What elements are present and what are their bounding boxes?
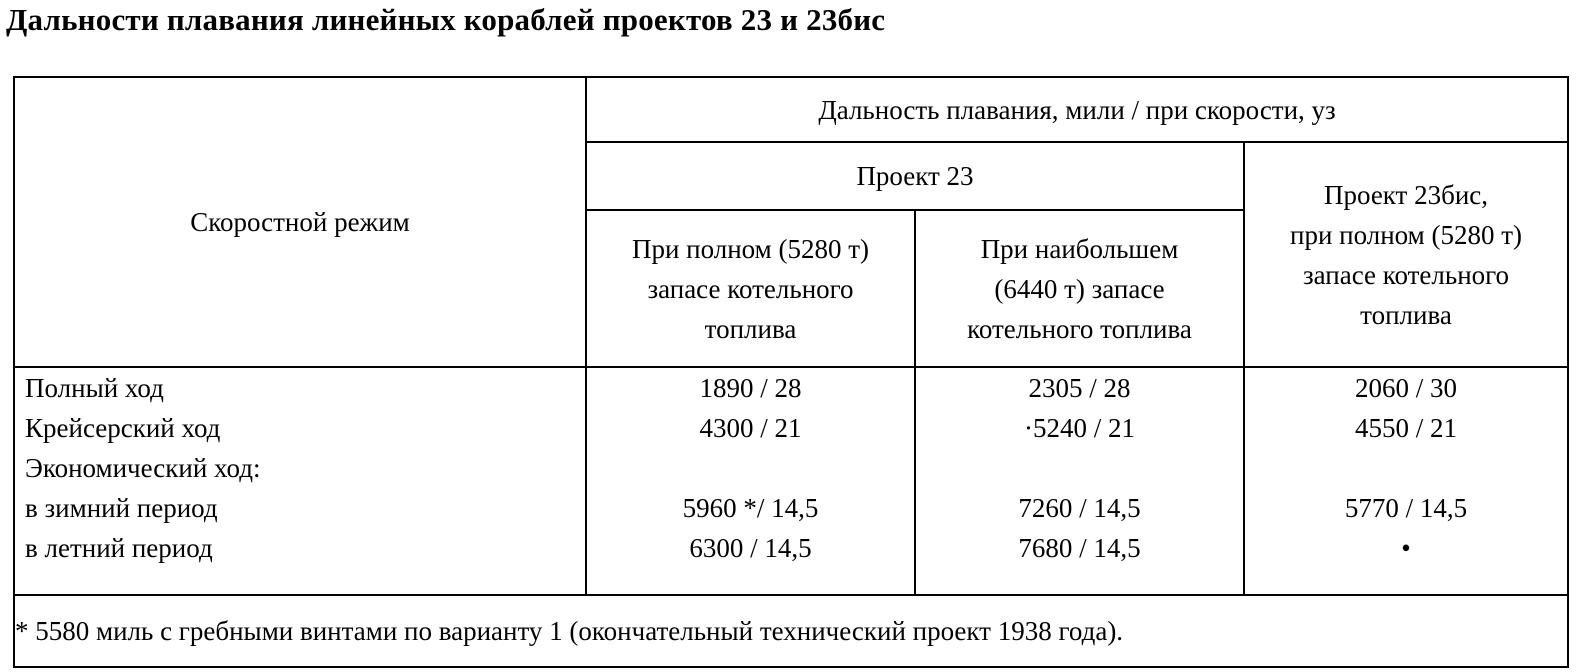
value-cell: 4300 / 21 (699, 413, 802, 443)
mode-label: в летний период (25, 533, 213, 563)
range-table (13, 76, 1569, 668)
mode-label: в зимний период (25, 493, 218, 523)
value-cell (1245, 448, 1567, 488)
mode-label: Экономический ход: (25, 453, 261, 483)
value-cell: ·5240 / 21 (1024, 413, 1135, 443)
value-cell: 5770 / 14,5 (1344, 493, 1468, 523)
header-text-line: топлива (1360, 299, 1452, 330)
mode-label: Крейсерский ход (25, 413, 221, 443)
value-cell: 4550 / 21 (1355, 413, 1458, 443)
value-cell: 7260 / 14,5 (1018, 493, 1141, 523)
value-cell: 5960 */ 14,5 (682, 493, 819, 523)
header-text-line: запасе котельного (647, 273, 854, 304)
header-range: Дальность плавания, мили / при скорости, уз (586, 77, 1568, 142)
header-text-line: при полном (5280 т) (1290, 219, 1523, 250)
header-text-line: запасе котельного (1302, 259, 1510, 290)
table-footnote: * 5580 миль с гребными винтами по варианту 1 (окончательный технический проект 1938 года). (14, 595, 1568, 667)
value-cell (916, 448, 1243, 488)
value-cell (587, 448, 914, 488)
mode-label: Полный ход (25, 373, 164, 403)
header-project-23: Проект 23 (586, 142, 1244, 210)
p23-max-fuel-column (915, 367, 1244, 595)
header-text-line: При наибольшем (980, 233, 1179, 264)
value-cell: 2060 / 30 (1355, 373, 1458, 403)
value-cell: 7680 / 14,5 (1018, 533, 1141, 563)
page-title: Дальности плавания линейных кораблей проектов 23 и 23бис (6, 2, 886, 37)
value-cell: • (1401, 533, 1411, 563)
p23-full-fuel-column (586, 367, 915, 595)
header-text-line: топлива (704, 313, 797, 344)
value-cell: 6300 / 14,5 (689, 533, 812, 563)
header-text-line: При полном (5280 т) (631, 233, 870, 264)
header-p23-full-fuel (586, 210, 915, 367)
value-cell: 1890 / 28 (699, 373, 802, 403)
value-cell: 2305 / 28 (1028, 373, 1131, 403)
speed-mode-column (14, 367, 586, 595)
header-text-line: котельного топлива (967, 313, 1192, 344)
header-speed-mode: Скоростной режим (14, 77, 586, 367)
header-project-23bis (1244, 142, 1568, 367)
header-text-line: (6440 т) запасе (994, 273, 1165, 304)
header-p23-max-fuel (915, 210, 1244, 367)
header-text-line: Проект 23бис, (1323, 179, 1489, 210)
p23bis-column (1244, 367, 1568, 595)
